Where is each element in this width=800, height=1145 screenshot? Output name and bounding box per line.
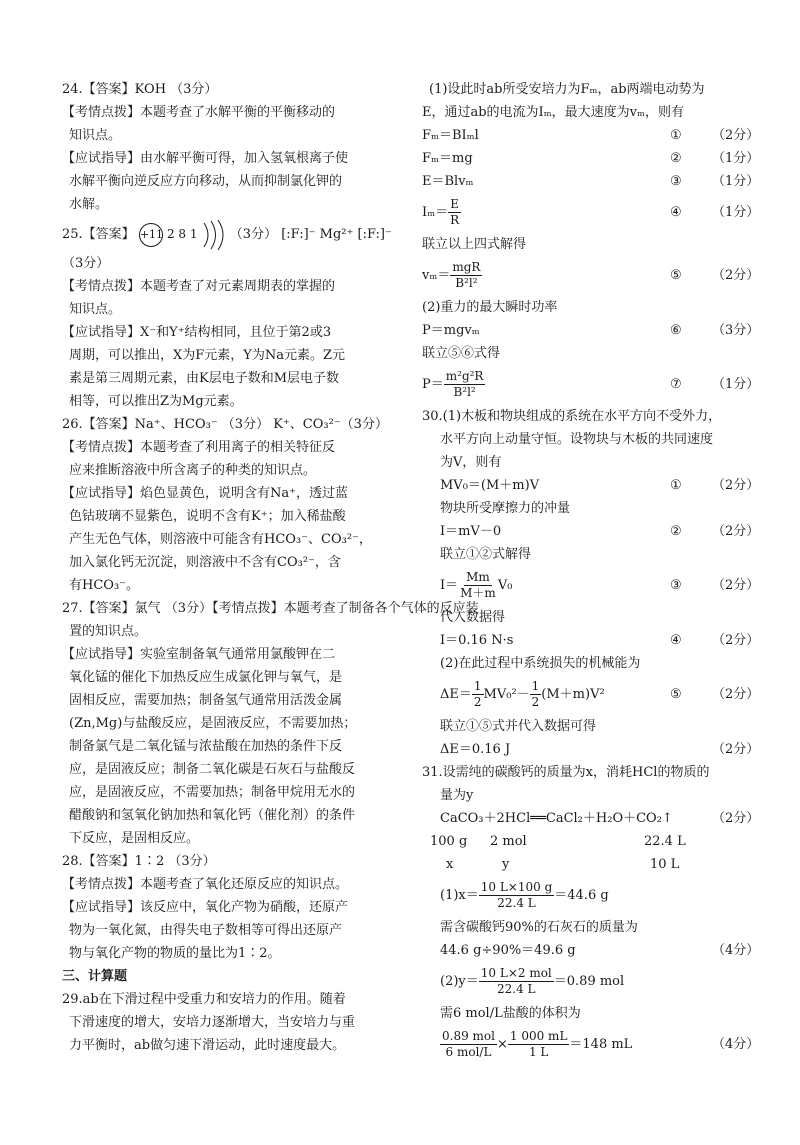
denominator: R: [450, 213, 460, 227]
q25-guide: 【应试指导】X⁻和Y⁺结构相同，且位于第2或3: [62, 325, 332, 340]
numerator: m²g²R: [445, 369, 484, 383]
q29-text: 联立⑤⑥式得: [422, 346, 501, 361]
q31-stoich-row: [422, 853, 762, 876]
eq-number: ⑤: [670, 268, 682, 283]
q27-guide-cont: 下反应，是固相反应。: [69, 831, 200, 846]
eq-score: （4分）: [712, 1037, 760, 1052]
numerator: 10 L×100 g: [480, 880, 553, 894]
q27-guide-cont: 制备氯气是二氧化锰与浓盐酸在加热的条件下反: [69, 739, 343, 754]
denominator: 22.4 L: [497, 982, 536, 996]
eq-score: （3分）: [712, 323, 760, 338]
q28-point: 【考情点拨】本题考查了氧化还原反应的知识点。: [62, 877, 349, 892]
eq-number: ⑥: [670, 323, 682, 338]
denominator: 1 L: [528, 1045, 549, 1059]
eq-score: （2分）: [712, 633, 760, 648]
q27-answer: 27.【答案】氯气 （3分）【考情点拨】本题考查了制备各个气体的反应装: [62, 601, 479, 616]
eq-score: （1分）: [712, 151, 760, 166]
q28-guide-cont: 物与氧化产物的物质的量比为1∶2。: [69, 946, 281, 961]
q31-text: 31.设需纯的碳酸钙的质量为x，消耗HCl的物质的: [422, 765, 710, 780]
q27-guide-cont: (Zn,Mg)与盐酸反应，是固液反应，不需要加热；: [69, 716, 357, 731]
fraction: [458, 570, 498, 601]
reaction-equation: CaCO₃＋2HCl══CaCl₂＋H₂O＋CO₂↑: [440, 811, 673, 826]
q27-guide-cont: 应，是固液反应，不需要加热；制备甲烷用无水的: [69, 785, 356, 800]
q30-text: 30.(1)木板和物块组成的系统在水平方向不受外力，: [422, 409, 722, 424]
q30-eq-2: [422, 520, 762, 543]
fraction: [472, 679, 484, 710]
eq-lhs: (1)x＝: [440, 888, 479, 903]
q31-eq-3: [422, 1025, 762, 1065]
q26-guide-cont: 加入氯化钙无沉淀，则溶液中不含有CO₃²⁻，含: [69, 555, 341, 570]
stoich-cell: 22.4 L: [644, 834, 686, 849]
q29-text: (1)设此时ab所受安培力为Fₘ，ab两端电动势为: [429, 82, 705, 97]
denominator: 22.4 L: [497, 896, 536, 910]
q25-guide-cont: 周期，可以推出，X为F元素，Y为Na元素。Z元: [69, 348, 346, 363]
eq-number: ③: [670, 578, 682, 593]
eq-score: （2分）: [712, 687, 760, 702]
fraction: [479, 880, 555, 911]
eq-number: ②: [670, 524, 682, 539]
eq-number: ⑤: [670, 687, 682, 702]
q26-answer: 26.【答案】Na⁺、HCO₃⁻ （3分） K⁺、CO₃²⁻（3分）: [62, 417, 388, 432]
q31-text: 需6 mol/L盐酸的体积为: [440, 1006, 581, 1021]
fraction: [479, 966, 554, 997]
eq-score: （4分）: [712, 943, 760, 958]
eq-score: （2分）: [712, 128, 760, 143]
q26-point-cont: 应来推断溶液中所含离子的种类的知识点。: [69, 463, 317, 478]
q24-guide: 【应试指导】由水解平衡可得，加入氢氧根离子使: [62, 151, 349, 166]
mgf2-electron-formula: [:F:]⁻ Mg²⁺ [:F:]⁻: [281, 227, 392, 242]
q25-point-cont: 知识点。: [69, 302, 122, 317]
eq-score: （1分）: [712, 377, 760, 392]
numerator: 10 L×2 mol: [480, 966, 552, 980]
eq-number: ④: [670, 633, 682, 648]
q27-guide-cont: 固相反应，需要加热；制备氢气通常用活泼金属: [69, 693, 343, 708]
right-column: [422, 78, 762, 1065]
eq-score: （2分）: [712, 742, 760, 757]
q25-score-2: （3分）: [62, 256, 110, 271]
q28-guide-cont: 物为一氧化氮，由得失电子数相等可得出还原产: [69, 923, 343, 938]
q31-stoich-row: [422, 830, 762, 853]
eq-score: （2分）: [712, 578, 760, 593]
q27-point-cont: 置的知识点。: [69, 624, 148, 639]
q24-answer: 24.【答案】KOH （3分）: [62, 82, 218, 97]
equation: ΔE＝0.16 J: [440, 742, 511, 757]
eq-rhs: ＝0.89 mol: [553, 974, 625, 989]
eq-lhs: P＝: [422, 377, 444, 392]
denominator: 2: [473, 695, 482, 709]
q25-guide-cont: 素是第三周期元素，由K层电子数和M层电子数: [69, 371, 340, 386]
eq-number: ③: [670, 174, 682, 189]
equation: Fₘ＝BIₘl: [422, 128, 479, 143]
fraction: [444, 369, 486, 400]
numerator: 1: [531, 679, 540, 693]
fraction: [450, 260, 482, 291]
q29-intro-cont: 力平衡时，ab做匀速下滑运动，此时速度最大。: [69, 1038, 346, 1053]
q30-text: 物块所受摩擦力的冲量: [440, 501, 571, 516]
denominator: B²l²: [453, 385, 476, 399]
stoich-cell: 100 g: [430, 834, 468, 849]
numerator: 0.89 mol: [442, 1029, 495, 1043]
q27-guide: 【应试指导】实验室制备氧气通常用氯酸钾在二: [62, 647, 336, 662]
q29-eq-7: [422, 365, 762, 405]
q27-guide-cont: 氧化锰的催化下加热反应生成氯化钾与氧气，是: [69, 670, 343, 685]
eq-lhs: vₘ＝: [422, 268, 451, 283]
q24-guide-cont: 水解平衡向逆反应方向移动，从而抑制氯化钾的: [69, 174, 343, 189]
q29-text: E，通过ab的电流为Iₘ，最大速度为vₘ，则有: [422, 105, 684, 120]
equation: I＝0.16 N·s: [440, 633, 514, 648]
q24-guide-cont: 水解。: [69, 197, 109, 212]
q25-point: 【考情点拨】本题考查了对元素周期表的掌握的: [62, 279, 336, 294]
q30-eq-5: [422, 675, 762, 715]
eq-score: （2分）: [712, 524, 760, 539]
eq-score: （1分）: [712, 205, 760, 220]
fraction: [508, 1029, 570, 1060]
eq-rhs: (M＋m)V²: [541, 687, 605, 702]
q24-point-cont: 知识点。: [69, 128, 122, 143]
stoich-cell: 10 L: [650, 857, 680, 872]
eq-rhs: ＝44.6 g: [554, 888, 609, 903]
eq-score: （1分）: [712, 174, 760, 189]
q30-eq-1: [422, 474, 762, 497]
q30-eq-4: [422, 629, 762, 652]
eq-rhs: ＝148 mL: [569, 1037, 633, 1052]
q24-point: 【考情点拨】本题考查了水解平衡的平衡移动的: [62, 105, 336, 120]
q25-label: 25.【答案】: [62, 227, 135, 242]
q29-eq-3: [422, 170, 762, 193]
q25-answer: [62, 216, 392, 252]
q29-intro: 29.ab在下滑过程中受重力和安培力的作用。随着: [62, 992, 346, 1007]
q26-guide-cont: 产生无色气体，则溶液中可能含有HCO₃⁻、CO₃²⁻，: [69, 532, 372, 547]
q31-text: 需含碳酸钙90%的石灰石的质量为: [440, 920, 638, 935]
eq-rhs: V₀: [497, 578, 513, 593]
q30-eq-6: [422, 738, 762, 761]
q25-guide-cont: 相等，可以推出Z为Mg元素。: [69, 394, 243, 409]
q29-text: (2)重力的最大瞬时功率: [422, 300, 558, 315]
fraction: [530, 679, 542, 710]
equation: Fₘ＝mg: [422, 151, 473, 166]
q26-point: 【考情点拨】本题考查了利用离子的相关特征反: [62, 440, 336, 455]
fraction: [448, 197, 461, 228]
eq-number: ④: [670, 205, 682, 220]
denominator: 6 mol/L: [445, 1045, 492, 1059]
q30-text: 为V，则有: [440, 455, 502, 470]
q31-reaction: [422, 807, 762, 830]
electron-shell-arcs-icon: [202, 220, 226, 250]
q30-eq-3: [422, 566, 762, 606]
q30-text: 水平方向上动量守恒。设物块与木板的共同速度: [440, 432, 714, 447]
atom-nucleus-diagram: +11: [139, 223, 163, 247]
q31-text: 量为y: [440, 788, 474, 803]
equation: I＝mV－0: [440, 524, 502, 539]
denominator: M＋m: [460, 586, 496, 600]
q25-score: （3分）: [229, 227, 278, 242]
q26-guide: 【应试指导】焰色显黄色，说明含有Na⁺，透过蓝: [62, 486, 348, 501]
equation: 44.6 g÷90%＝49.6 g: [440, 943, 576, 958]
eq-number: ①: [670, 478, 682, 493]
q26-guide-cont: 有HCO₃⁻。: [69, 578, 140, 593]
q26-guide-cont: 色钴玻璃不显紫色，说明不含有K⁺；加入稀盐酸: [69, 509, 346, 524]
q31-eq-1: [422, 876, 762, 916]
q31-eq: [422, 939, 762, 962]
numerator: 1: [473, 679, 482, 693]
denominator: 2: [531, 695, 540, 709]
eq-score: （2分）: [712, 811, 760, 826]
section-heading: 三、计算题: [62, 969, 128, 984]
q29-intro-cont: 下滑速度的增大，安培力逐渐增大，当安培力与重: [69, 1015, 356, 1030]
eq-mid: MV₀²－: [483, 687, 530, 702]
eq-score: （2分）: [712, 268, 760, 283]
fraction: [440, 1029, 497, 1060]
numerator: 1 000 mL: [509, 1029, 568, 1043]
eq-number: ⑦: [670, 377, 682, 392]
numerator: mgR: [452, 260, 481, 274]
numerator: E: [450, 197, 460, 211]
q30-text: 联立①⑤式并代入数据可得: [440, 719, 597, 734]
eq-lhs: ΔE＝: [440, 687, 472, 702]
q28-guide: 【应试指导】该反应中，氧化产物为硝酸，还原产: [62, 900, 349, 915]
eq-number: ①: [670, 128, 682, 143]
q27-guide-cont: 应，是固液反应；制备二氧化碳是石灰石与盐酸反: [69, 762, 356, 777]
q27-guide-cont: 醋酸钠和氢氧化钠加热和氧化钙（催化剂）的条件: [69, 808, 356, 823]
q29-eq-6: [422, 319, 762, 342]
eq-lhs: I＝: [440, 578, 459, 593]
denominator: B²l²: [455, 276, 478, 290]
q30-text: (2)在此过程中系统损失的机械能为: [440, 656, 641, 671]
times-sign: ×: [496, 1037, 508, 1052]
q30-text: 代入数据得: [440, 610, 506, 625]
q29-text: 联立以上四式解得: [422, 237, 527, 252]
eq-lhs: (2)y＝: [440, 974, 479, 989]
eq-score: （2分）: [712, 478, 760, 493]
q29-eq-2: [422, 147, 762, 170]
q28-answer: 28.【答案】1∶2 （3分）: [62, 854, 216, 869]
stoich-cell: x: [446, 857, 454, 872]
numerator: Mm: [466, 570, 490, 584]
eq-lhs: Iₘ＝: [422, 205, 449, 220]
q30-text: 联立①②式解得: [440, 547, 532, 562]
equation: MV₀＝(M＋m)V: [440, 478, 540, 493]
eq-number: ②: [670, 151, 682, 166]
q29-eq-5: [422, 256, 762, 296]
equation: P＝mgvₘ: [422, 323, 480, 338]
stoich-cell: 2 mol: [490, 834, 527, 849]
electron-shells: 2 8 1: [166, 227, 198, 241]
q29-eq-4: [422, 193, 762, 233]
equation: E＝Blvₘ: [422, 174, 474, 189]
q29-eq-1: [422, 124, 762, 147]
stoich-cell: y: [502, 857, 510, 872]
q31-eq-2: [422, 962, 762, 1002]
